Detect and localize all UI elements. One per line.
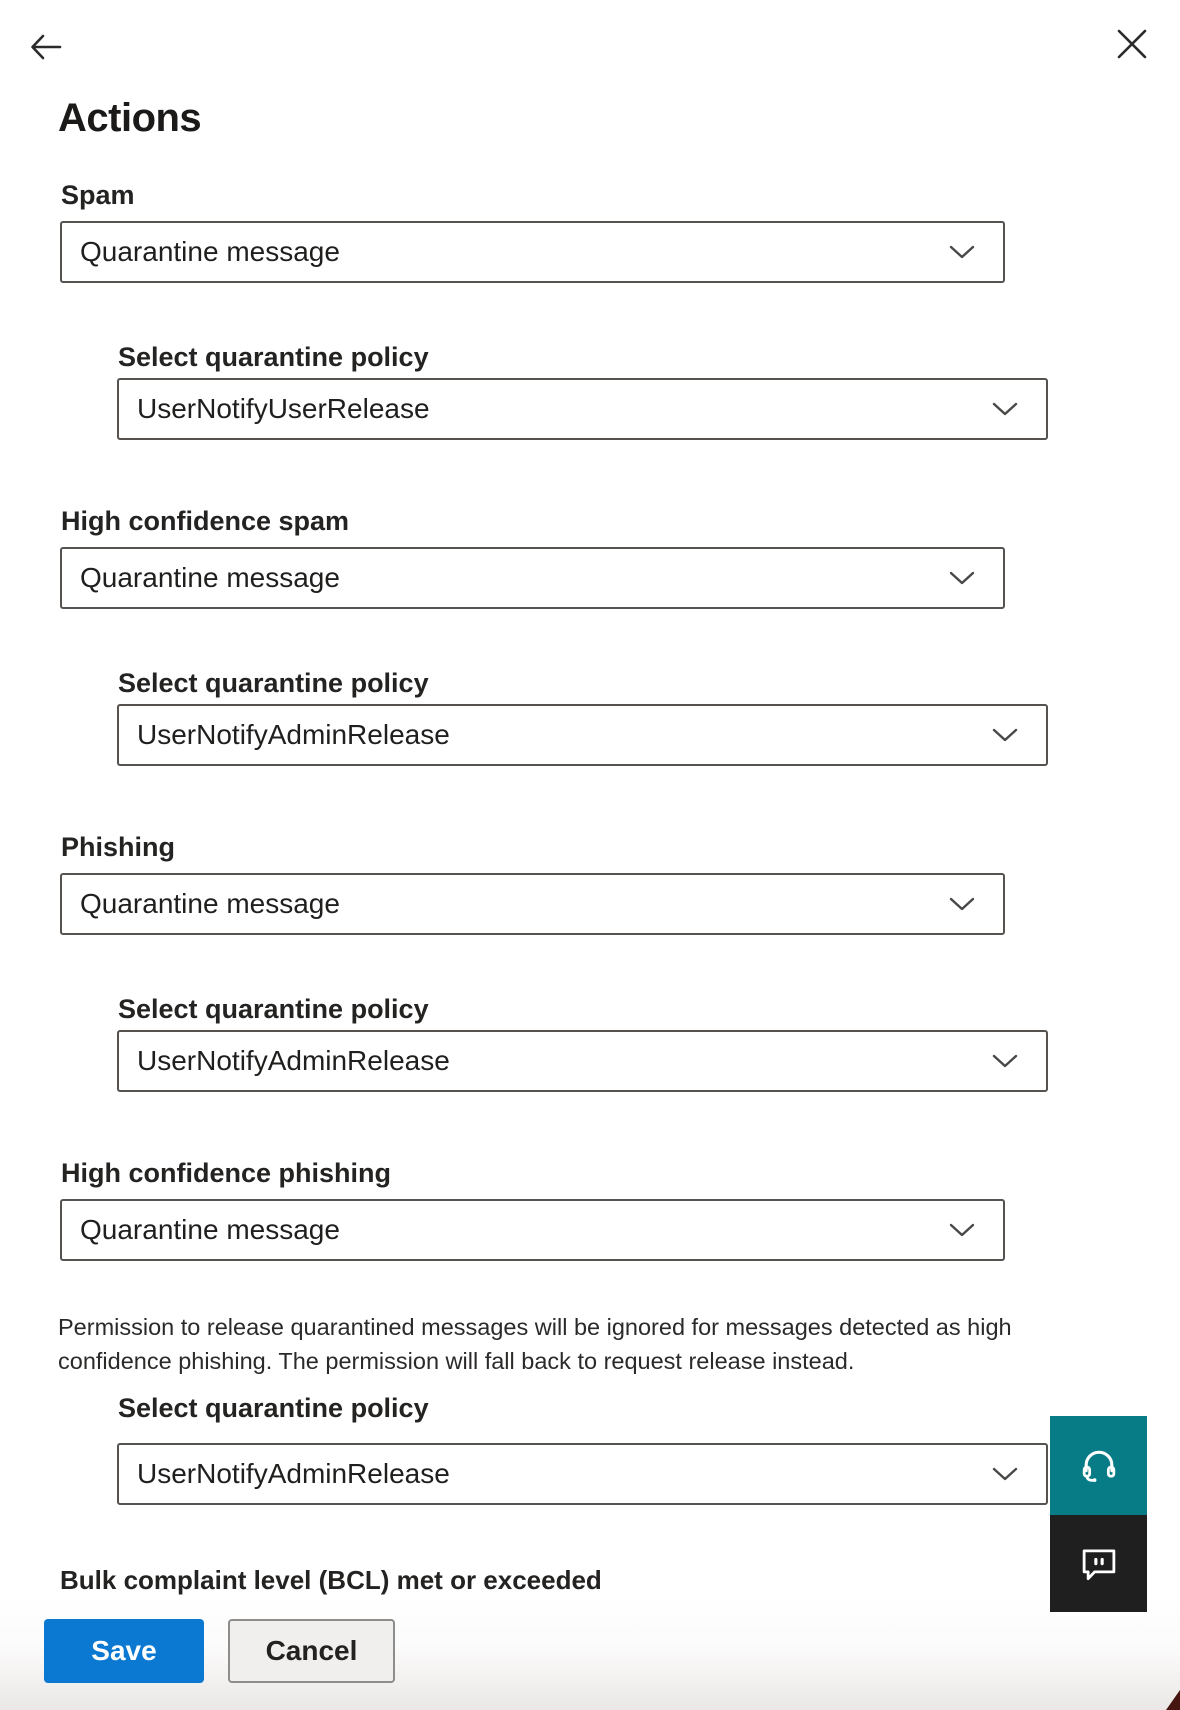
dropdown-value: UserNotifyAdminRelease xyxy=(137,719,450,750)
high-confidence-phishing-action-dropdown[interactable] xyxy=(60,1199,1005,1261)
chat-bubble-icon xyxy=(1078,1543,1120,1585)
chevron-down-icon xyxy=(992,402,1018,416)
field-label-high-confidence-spam: High confidence spam xyxy=(61,506,350,536)
cancel-button[interactable]: Cancel xyxy=(228,1619,395,1683)
dropdown-value: UserNotifyUserRelease xyxy=(137,393,430,424)
arrow-left-icon xyxy=(27,28,65,66)
chevron-down-icon xyxy=(992,1467,1018,1481)
dropdown-value: Quarantine message xyxy=(80,1214,340,1245)
chevron-down-icon xyxy=(949,897,975,911)
chevron-down-icon xyxy=(992,1054,1018,1068)
hcphishing-permission-note: Permission to release quarantined messages will be ignored for messages detected as high confidence phishing. The permission will fall back to request release instead. xyxy=(58,1314,1012,1374)
dropdown-value: Quarantine message xyxy=(80,888,340,919)
chevron-down-icon xyxy=(992,728,1018,742)
field-label-hcspam-policy: Select quarantine policy xyxy=(118,668,429,698)
page-title: Actions xyxy=(58,96,202,140)
dropdown-value: UserNotifyAdminRelease xyxy=(137,1045,450,1076)
close-button[interactable] xyxy=(1114,26,1150,62)
help-support-button[interactable] xyxy=(1050,1416,1147,1515)
high-confidence-spam-action-dropdown[interactable] xyxy=(60,547,1005,609)
headset-icon xyxy=(1077,1444,1121,1488)
hcphishing-quarantine-policy-dropdown[interactable] xyxy=(117,1443,1048,1505)
dropdown-value: UserNotifyAdminRelease xyxy=(137,1458,450,1489)
field-label-hcphishing-policy: Select quarantine policy xyxy=(118,1393,429,1423)
field-label-high-confidence-phishing: High confidence phishing xyxy=(61,1158,391,1188)
field-label-phishing-policy: Select quarantine policy xyxy=(118,994,429,1024)
chevron-down-icon xyxy=(949,571,975,585)
field-label-spam-policy: Select quarantine policy xyxy=(118,342,429,372)
dropdown-value: Quarantine message xyxy=(80,236,340,267)
chevron-down-icon xyxy=(949,1223,975,1237)
field-label-bulk-complaint-level: Bulk complaint level (BCL) met or exceeded xyxy=(60,1565,602,1595)
hcspam-quarantine-policy-dropdown[interactable] xyxy=(117,704,1048,766)
field-label-spam: Spam xyxy=(61,180,135,210)
dropdown-value: Quarantine message xyxy=(80,562,340,593)
phishing-action-dropdown[interactable] xyxy=(60,873,1005,935)
corner-cursor-artifact xyxy=(1166,1690,1180,1710)
feedback-button[interactable] xyxy=(1050,1515,1147,1612)
chevron-down-icon xyxy=(949,245,975,259)
field-label-phishing: Phishing xyxy=(61,832,175,862)
phishing-quarantine-policy-dropdown[interactable] xyxy=(117,1030,1048,1092)
save-button[interactable]: Save xyxy=(44,1619,204,1683)
spam-action-dropdown[interactable] xyxy=(60,221,1005,283)
close-icon xyxy=(1114,26,1150,62)
back-button[interactable] xyxy=(27,28,65,66)
spam-quarantine-policy-dropdown[interactable] xyxy=(117,378,1048,440)
